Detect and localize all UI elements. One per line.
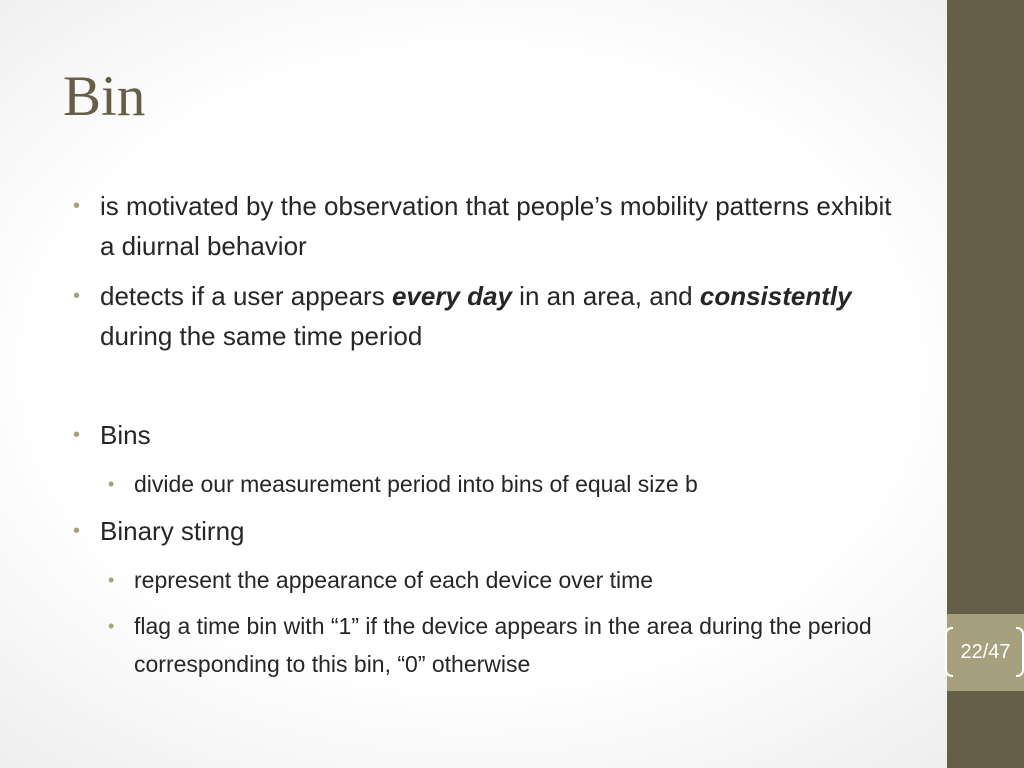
- bullet-dot-icon: •: [73, 520, 81, 542]
- bullet-text: in an area, and: [511, 281, 700, 311]
- emphasized-text: consistently: [699, 281, 852, 311]
- bullet-list: [73, 186, 900, 691]
- bullet-dot-icon: •: [108, 616, 115, 636]
- bullet-item: [73, 415, 900, 455]
- bullet-text: is motivated by the observation that people’s mobility patterns exhibit a diurnal behavior: [100, 191, 892, 261]
- sub-bullet-text: divide our measurement period into bins of equal size b: [134, 471, 698, 497]
- sub-bullet-text: represent the appearance of each device over time: [134, 567, 654, 593]
- bullet-dot-icon: •: [108, 570, 115, 590]
- sub-bullet-item: [108, 607, 900, 683]
- bullet-dot-icon: •: [73, 424, 81, 446]
- page-number: 22/47: [960, 641, 1011, 663]
- bullet-text: during the same time period: [100, 321, 423, 351]
- bullet-dot-icon: •: [73, 285, 81, 307]
- bullet-dot-icon: •: [73, 195, 81, 217]
- bullet-text: Bins: [100, 420, 151, 450]
- sub-bullet-text: flag a time bin with “1” if the device appears in the area during the period corresponding to this bin, “0” otherwise: [134, 613, 872, 677]
- slide-title: Bin: [63, 65, 146, 128]
- bullet-text: Binary stirng: [100, 516, 245, 546]
- bullet-dot-icon: •: [108, 474, 115, 494]
- bullet-item: [73, 276, 900, 356]
- sub-bullet-item: [108, 465, 900, 503]
- bullet-item: [73, 511, 900, 551]
- emphasized-text: every day: [391, 281, 512, 311]
- sub-bullet-item: [108, 561, 900, 599]
- bullet-text: detects if a user appears: [100, 281, 392, 311]
- bullet-item: [73, 186, 900, 266]
